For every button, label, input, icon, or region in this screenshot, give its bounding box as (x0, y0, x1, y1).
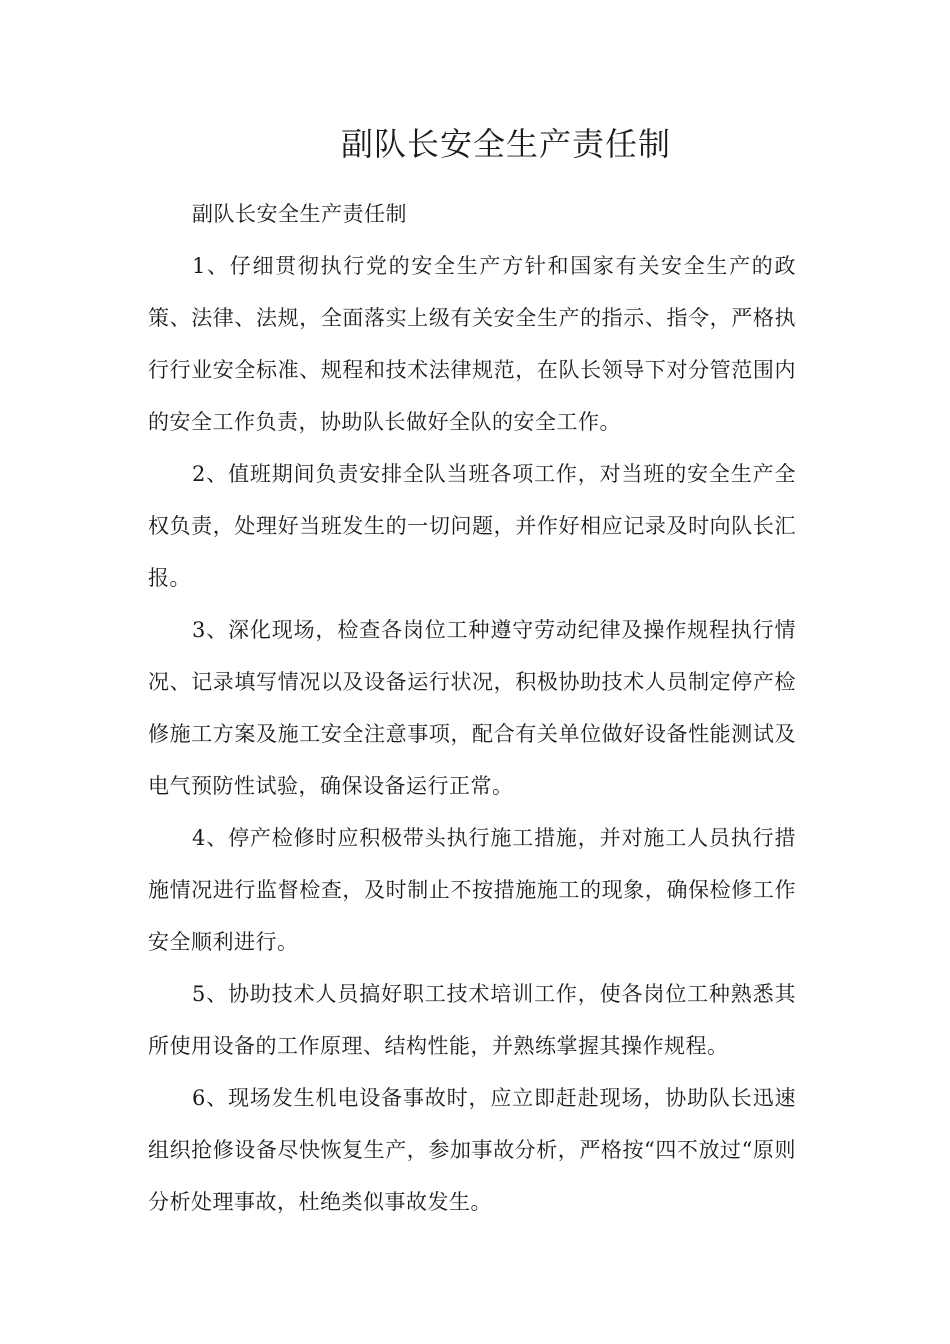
document-subtitle: 副队长安全生产责任制 (192, 202, 407, 226)
paragraph-5: 5、协助技术人员搞好职工技术培训工作，使各岗位工种熟悉其所使用设备的工作原理、结构性能，并熟练掌握其操作规程。 (148, 982, 796, 1058)
paragraph-4: 4、停产检修时应积极带头执行施工措施，并对施工人员执行措施情况进行监督检查，及时制止不按措施施工的现象，确保检修工作安全顺利进行。 (148, 826, 796, 954)
paragraph-2: 2、值班期间负责安排全队当班各项工作，对当班的安全生产全权负责，处理好当班发生的一切问题，并作好相应记录及时向队长汇报。 (148, 462, 796, 590)
document-body (148, 188, 796, 1228)
document-title: 副队长安全生产责任制 (340, 125, 671, 163)
paragraph-1: 1、仔细贯彻执行党的安全生产方针和国家有关安全生产的政策、法律、法规，全面落实上级有关安全生产的指示、指令，严格执行行业安全标准、规程和技术法律规范，在队长领导下对分管范围内的安全工作负责，协助队长做好全队的安全工作。 (148, 254, 796, 434)
paragraph-6: 6、现场发生机电设备事故时，应立即赶赴现场，协助队长迅速组织抢修设备尽快恢复生产，参加事故分析，严格按“四不放过“原则分析处理事故，杜绝类似事故发生。 (148, 1086, 796, 1214)
paragraph-3: 3、深化现场，检查各岗位工种遵守劳动纪律及操作规程执行情况、记录填写情况以及设备运行状况，积极协助技术人员制定停产检修施工方案及施工安全注意事项，配合有关单位做好设备性能测试及电气预防性试验，确保设备运行正常。 (148, 618, 796, 798)
